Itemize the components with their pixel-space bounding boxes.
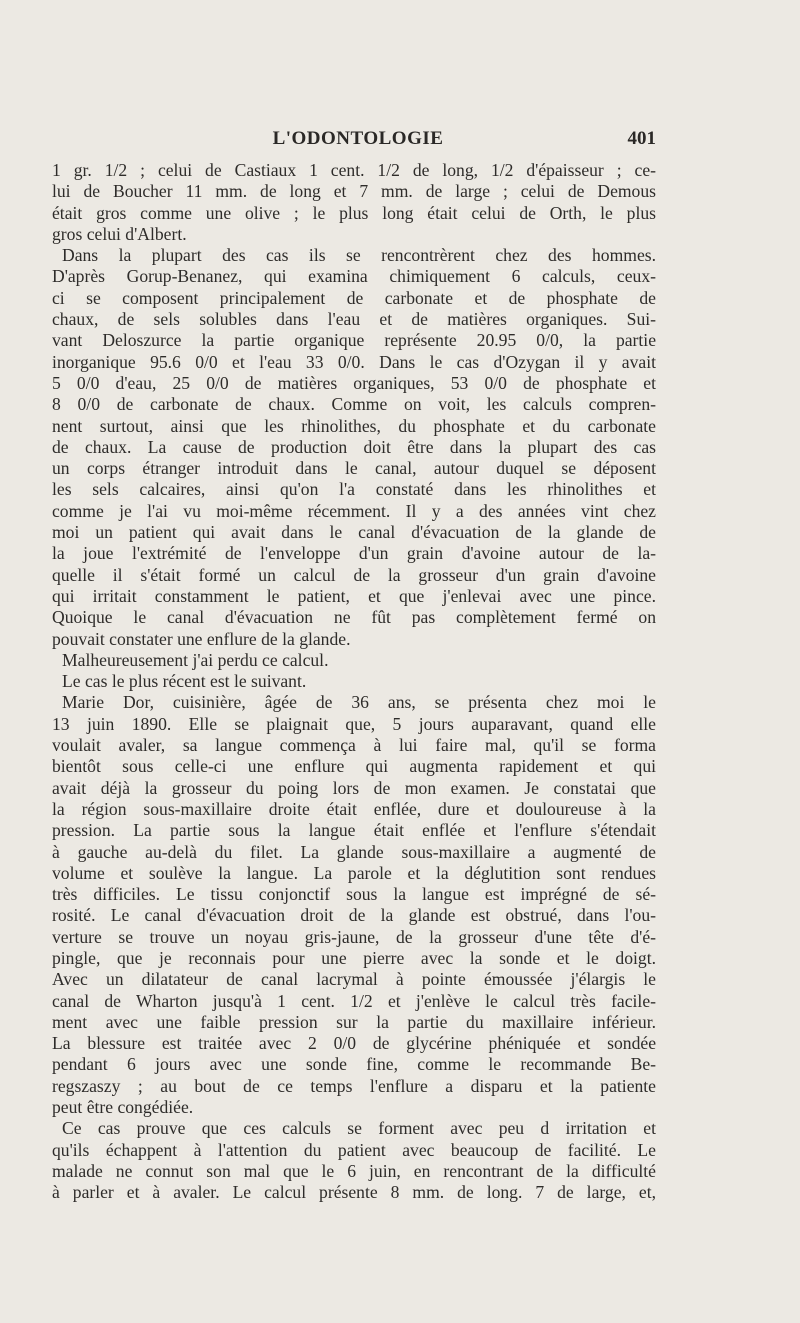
text-line: 8 0/0 de carbonate de chaux. Comme on voit, les calculs compren- [52,394,656,415]
text-line: Malheureusement j'ai perdu ce calcul. [62,649,329,670]
text-line: à gauche au-delà du filet. La glande sous-maxillaire a augmenté de [52,841,656,862]
text-line: Marie Dor, cuisinière, âgée de 36 ans, se présenta chez moi le [62,692,656,713]
text-line: malade ne connut son mal que le 6 juin, en rencontrant de la difficulté [52,1160,656,1181]
text-line: de chaux. La cause de production doit être dans la plupart des cas [52,436,656,457]
text-line: gros celui d'Albert. [52,223,187,244]
text-line: La blessure est traitée avec 2 0/0 de glycérine phéniquée et sondée [52,1033,656,1054]
text-line: 5 0/0 d'eau, 25 0/0 de matières organiques, 53 0/0 de phosphate et [52,372,656,393]
page-header [60,128,656,154]
text-line: pouvait constater une enflure de la glande. [52,628,351,649]
text-line: comme je l'ai vu moi-même récemment. Il y a des années vint chez [52,500,656,521]
text-line: qui irritait constamment le patient, et que j'enlevai avec une pince. [52,585,656,606]
text-line: voulait avaler, sa langue commença à lui faire mal, qu'il se forma [52,735,656,756]
text-line: Avec un dilatateur de canal lacrymal à pointe émoussée j'élargis le [52,969,656,990]
text-line: Ce cas prouve que ces calculs se forment avec peu d irritation et [62,1118,656,1139]
text-line: volume et soulève la langue. La parole et la déglutition sont rendues [52,862,656,883]
text-line: la région sous-maxillaire droite était enflée, dure et douloureuse à la [52,798,656,819]
text-line: Le cas le plus récent est le suivant. [62,671,307,692]
text-line: lui de Boucher 11 mm. de long et 7 mm. de large ; celui de Demous [52,181,656,202]
running-title: L'ODONTOLOGIE [272,128,444,149]
text-line: la joue l'extrémité de l'enveloppe d'un grain d'avoine autour de la- [52,543,656,564]
text-line: quelle il s'était formé un calcul de la grosseur d'un grain d'avoine [52,564,656,585]
text-line: ci se composent principalement de carbonate et de phosphate de [52,287,656,308]
text-line: qu'ils échappent à l'attention du patient avec beaucoup de facilité. Le [52,1139,656,1160]
text-line: Dans la plupart des cas ils se rencontrèrent chez des hommes. [62,245,656,266]
text-line: pression. La partie sous la langue était enflée et l'enflure s'étendait [52,820,656,841]
text-line: rosité. Le canal d'évacuation droit de la glande est obstrué, dans l'ou- [52,905,656,926]
text-line: Quoique le canal d'évacuation ne fût pas complètement fermé on [52,607,656,628]
text-line: peut être congédiée. [52,1097,194,1118]
text-line: bientôt sous celle-ci une enflure qui augmenta rapidement et qui [52,756,656,777]
text-line: pendant 6 jours avec une sonde fine, comme le recommande Be- [52,1054,656,1075]
body-text [52,160,656,1204]
text-line: 1 gr. 1/2 ; celui de Castiaux 1 cent. 1/2 de long, 1/2 d'épaisseur ; ce- [52,160,656,180]
text-line: très difficiles. Le tissu conjonctif sous la langue est imprégné de sé- [52,884,656,905]
text-line: pingle, que je reconnais pour une pierre avec la sonde et le doigt. [52,947,656,968]
text-line: nent surtout, ainsi que les rhinolithes, du phosphate et du carbonate [52,415,656,436]
text-line: moi un patient qui avait dans le canal d'évacuation de la glande de [52,522,656,543]
text-line: verture se trouve un noyau gris-jaune, de la grosseur d'une tête d'é- [52,926,656,947]
page-number: 401 [627,128,656,149]
text-line: avait déjà la grosseur du poing lors de mon examen. Je constatai que [52,777,656,798]
text-line: chaux, de sels solubles dans l'eau et de matières organiques. Sui- [52,309,656,330]
text-line: D'après Gorup-Benanez, qui examina chimiquement 6 calculs, ceux- [52,266,656,287]
text-line: était gros comme une olive ; le plus long était celui de Orth, le plus [52,202,656,223]
text-line: inorganique 95.6 0/0 et l'eau 33 0/0. Dans le cas d'Ozygan il y avait [52,351,656,372]
text-line: à parler et à avaler. Le calcul présente 8 mm. de long. 7 de large, et, [52,1182,656,1203]
text-line: regszaszy ; au bout de ce temps l'enflure a disparu et la patiente [52,1075,656,1096]
text-line: vant Deloszurce la partie organique représente 20.95 0/0, la partie [52,330,656,351]
text-line: les sels calcaires, ainsi qu'on l'a constaté dans les rhinolithes et [52,479,656,500]
text-line: canal de Wharton jusqu'à 1 cent. 1/2 et j'enlève le calcul très facile- [52,990,656,1011]
text-line: un corps étranger introduit dans le canal, autour duquel se déposent [52,458,656,479]
text-line: 13 juin 1890. Elle se plaignait que, 5 jours auparavant, quand elle [52,713,656,734]
text-line: ment avec une faible pression sur la partie du maxillaire inférieur. [52,1011,656,1032]
